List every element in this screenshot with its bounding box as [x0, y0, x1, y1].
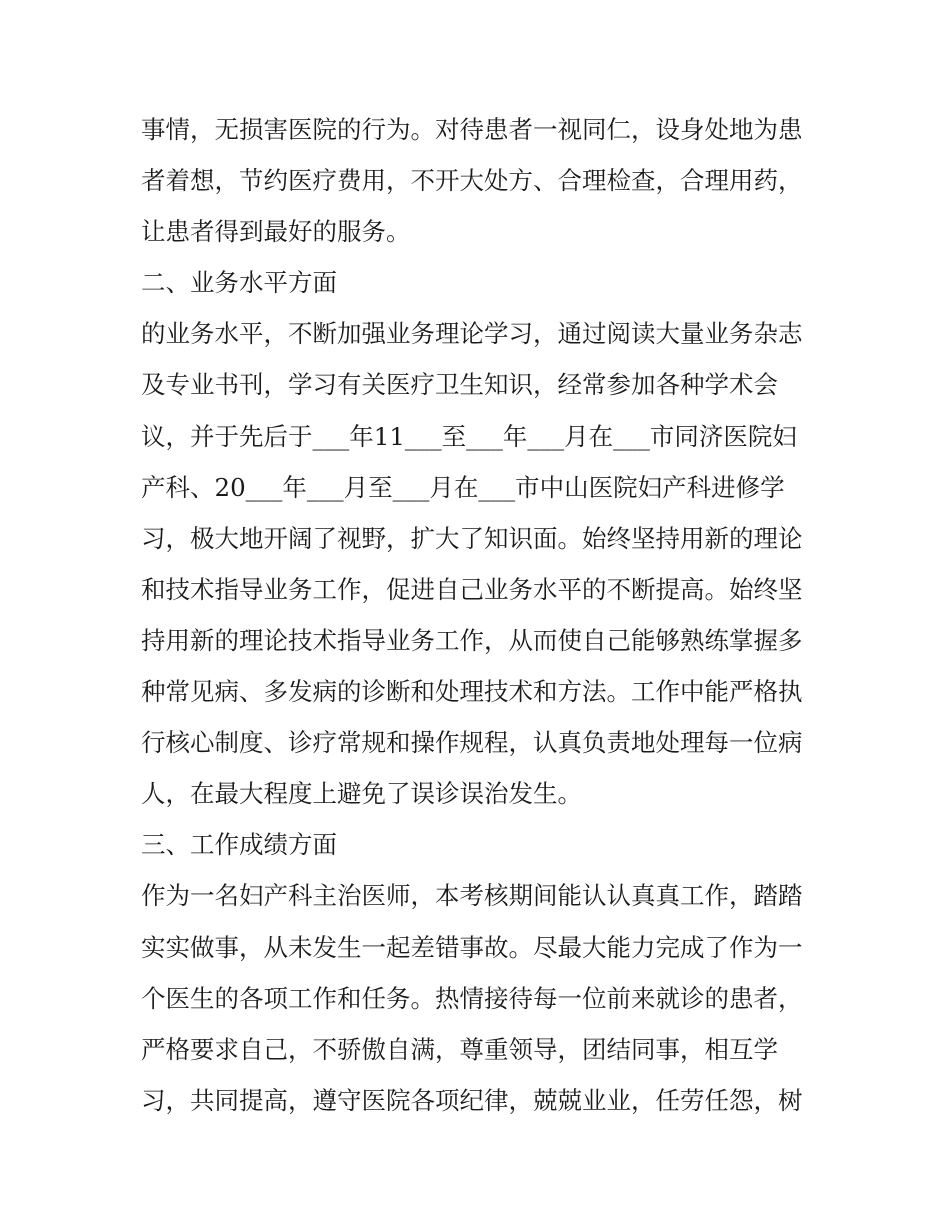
- section-heading-work-achievements: 三、工作成绩方面: [141, 830, 337, 860]
- text-line-20: 习，共同提高，遵守医院各项纪律，兢兢业业，任劳任怨，树: [141, 1085, 803, 1115]
- text-line-6: 及专业书刊，学习有关医疗卫生知识，经常参加各种学术会: [141, 370, 778, 400]
- text-line-9: 习，极大地开阔了视野，扩大了知识面。始终坚持用新的理论: [141, 523, 803, 553]
- text-line-8: 产科、20___年___月至___月在___市中山医院妇产科进修学: [141, 472, 785, 502]
- text-line-17: 实实做事，从未发生一起差错事故。尽最大能力完成了作为一: [141, 932, 803, 962]
- text-line-5: 的业务水平，不断加强业务理论学习，通过阅读大量业务杂志: [141, 319, 803, 349]
- document-body: [141, 104, 813, 1126]
- text-line-1: 事情，无损害医院的行为。对待患者一视同仁，设身处地为患: [141, 115, 803, 144]
- text-line-12: 种常见病、多发病的诊断和处理技术和方法。工作中能严格执: [141, 677, 803, 707]
- text-line-13: 行核心制度、诊疗常规和操作规程，认真负责地处理每一位病: [141, 728, 803, 758]
- text-line-19: 严格要求自己，不骄傲自满，尊重领导，团结同事，相互学: [141, 1034, 778, 1064]
- text-line-2: 者着想，节约医疗费用，不开大处方、合理检查，合理用药，: [141, 166, 803, 196]
- text-line-7: 议，并于先后于___年11___至___年___月在___市同济医院妇: [141, 421, 797, 451]
- text-line-14: 人，在最大程度上避免了误诊误治发生。: [141, 779, 582, 809]
- text-line-10: 和技术指导业务工作，促进自己业务水平的不断提高。始终坚: [141, 574, 803, 604]
- text-line-11: 持用新的理论技术指导业务工作，从而使自己能够熟练掌握多: [141, 625, 803, 655]
- text-line-18: 个医生的各项工作和任务。热情接待每一位前来就诊的患者，: [141, 983, 803, 1013]
- section-heading-business-level: 二、业务水平方面: [141, 268, 337, 298]
- text-line-3: 让患者得到最好的服务。: [141, 217, 411, 247]
- text-line-16: 作为一名妇产科主治医师，本考核期间能认认真真工作，踏踏: [141, 881, 803, 911]
